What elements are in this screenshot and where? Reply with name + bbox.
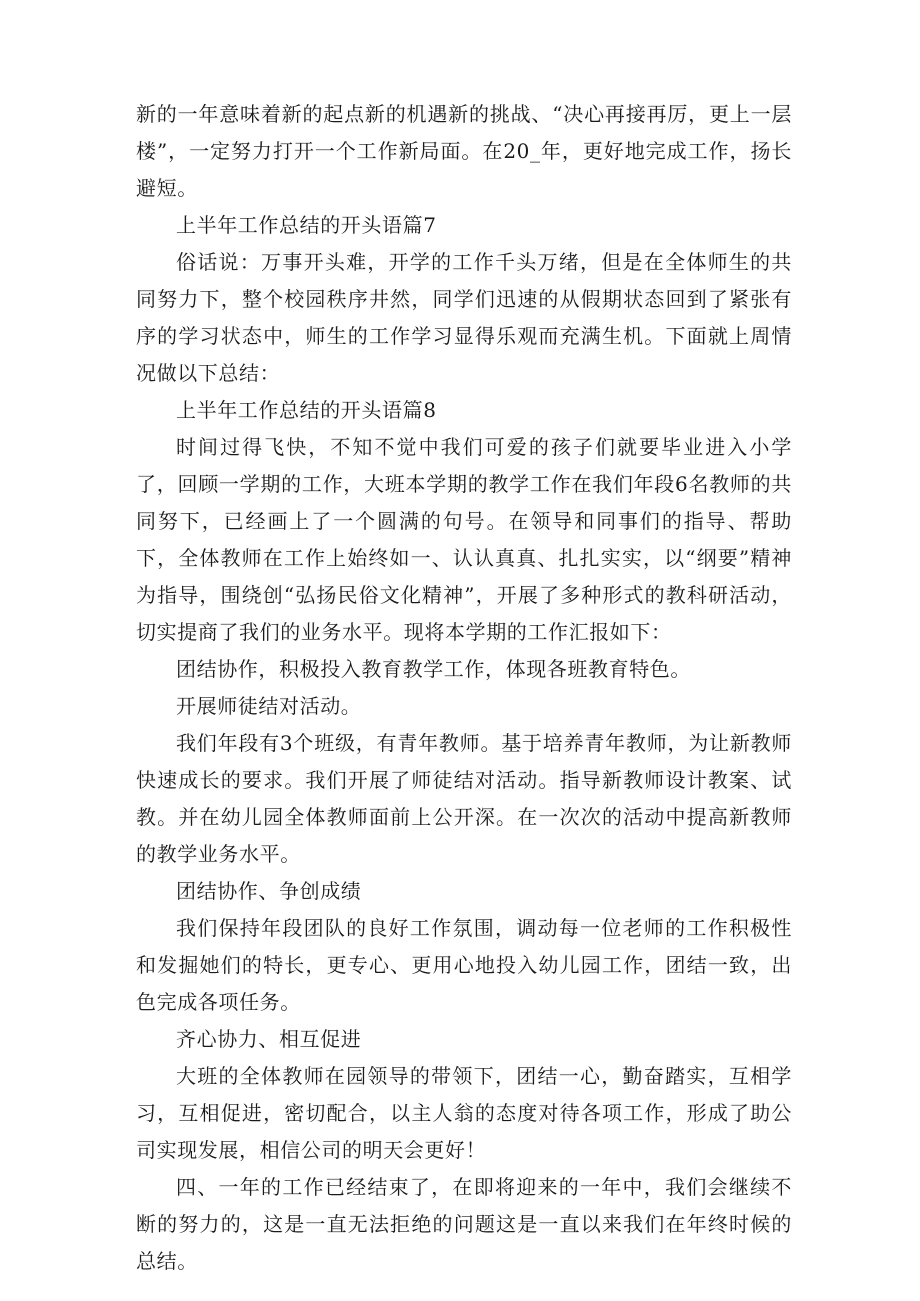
paragraph-intro-continued: 新的一年意味着新的起点新的机遇新的挑战、“决心再接再厉，更上一层楼”，一定努力打开一个工作新局面。在20_年，更好地完成工作，扬长避短。 (136, 102, 792, 200)
section-heading-7: 上半年工作总结的开头语篇7 (176, 213, 437, 237)
paragraph-mentoring-body: 我们年段有3个班级，有青年教师。基于培养青年教师，为让新教师快速成长的要求。我们开展了师徒结对活动。指导新教师设计教案、试教。并在幼儿园全体教师面前上公开深。在一次次的活动中提高新教师的教学业务水平。 (136, 731, 792, 866)
document-page (136, 96, 792, 1280)
paragraph-teamwork: 团结协作，积极投入教育教学工作，体现各班教育特色。 (176, 657, 691, 681)
paragraph-mentoring-title: 开展师徒结对活动。 (176, 694, 362, 718)
paragraph-cooperation-title: 齐心协力、相互促进 (176, 1027, 362, 1051)
paragraph-achievement-title: 团结协作、争创成绩 (176, 879, 362, 903)
paragraph-section-7-body: 俗话说：万事开头难，开学的工作千头万绪，但是在全体师生的共同努力下，整个校园秩序井然，同学们迅速的从假期状态回到了紧张有序的学习状态中，师生的工作学习显得乐观而充满生机。下面就上周情况做以下总结： (136, 250, 792, 385)
paragraph-section-8-intro: 时间过得飞快，不知不觉中我们可爱的孩子们就要毕业进入小学了，回顾一学期的工作，大班本学期的教学工作在我们年段6名教师的共同努下，已经画上了一个圆满的句号。在领导和同事们的指导、帮助下，全体教师在工作上始终如一、认认真真、扎扎实实，以“纲要”精神为指导，围绕创“弘扬民俗文化精神”，开展了多种形式的教科研活动，切实提商了我们的业务水平。现将本学期的工作汇报如下： (136, 435, 792, 644)
paragraph-conclusion: 四、一年的工作已经结束了，在即将迎来的一年中，我们会继续不断的努力的，这是一直无法拒绝的问题这是一直以来我们在年终时候的总结。 (136, 1175, 792, 1273)
paragraph-cooperation-body: 大班的全体教师在园领导的带领下，团结一心，勤奋踏实，互相学习，互相促进，密切配合，以主人翁的态度对待各项工作，形成了助公司实现发展，相信公司的明天会更好！ (136, 1064, 792, 1162)
section-heading-8: 上半年工作总结的开头语篇8 (176, 398, 437, 422)
paragraph-achievement-body: 我们保持年段团队的良好工作氛围，调动每一位老师的工作积极性和发掘她们的特长，更专心、更用心地投入幼儿园工作，团结一致，出色完成各项任务。 (136, 916, 792, 1014)
